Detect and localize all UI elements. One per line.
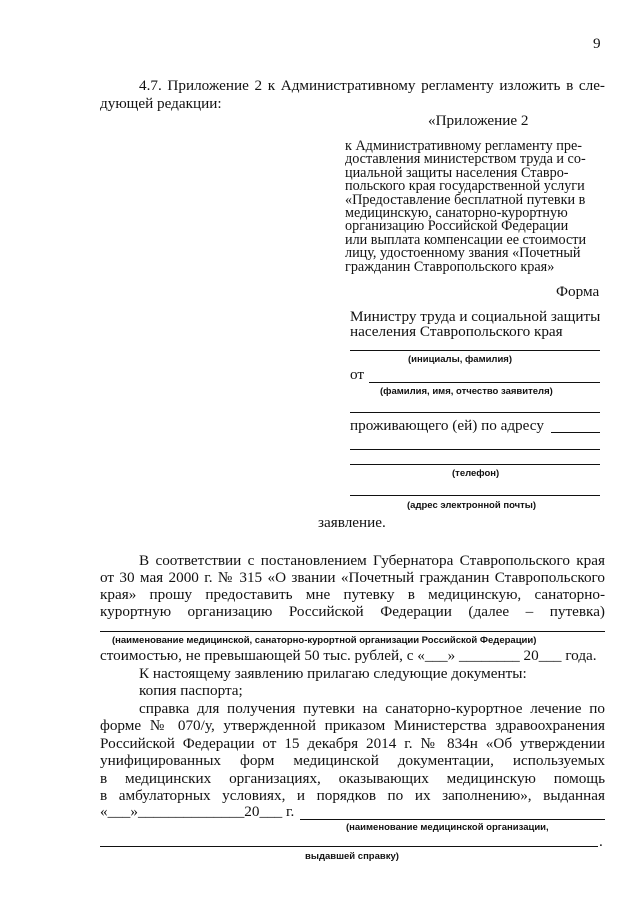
phone-caption: (телефон) <box>452 468 500 479</box>
email-field-line[interactable] <box>350 495 600 496</box>
initials-caption: (инициалы, фамилия) <box>408 354 513 365</box>
address-field-line-2[interactable] <box>350 449 600 450</box>
appendix-line: доставления министерством труда и со- <box>345 151 586 168</box>
body-p1-line: В соответствии с постановлением Губернатора Ставропольского края <box>139 552 605 569</box>
appendix-title: «Приложение 2 <box>428 112 529 129</box>
appendix-line: циальной защиты населения Ставро- <box>345 164 569 181</box>
attach-line: К настоящему заявлению прилагаю следующие документы: <box>139 665 527 682</box>
appendix-reference <box>345 140 600 274</box>
statement-title: заявление. <box>318 514 386 531</box>
issue-date: «___»______________20___ г. <box>100 803 295 820</box>
page-number: 9 <box>593 35 601 52</box>
appendix-line: или выплата компенсации ее стоимости <box>345 231 587 248</box>
org-caption: (наименование медицинской, санаторно-курортной организации Российской Федерации) <box>112 635 537 646</box>
intro-line-2: дующей редакции: <box>100 95 222 112</box>
address-field-line-1[interactable] <box>551 432 600 433</box>
med-org-field-line[interactable] <box>300 819 605 820</box>
appendix-line: медицинскую, санаторно-курортную <box>345 205 568 222</box>
body-p1-line: курортную организацию Российской Федерации (далее – путевка) <box>100 603 605 620</box>
form-label: Форма <box>556 283 600 300</box>
cost-line: стоимостью, не превышающей 50 тыс. рублей, с «___» ________ 20___ года. <box>100 647 597 664</box>
trailing-dot: . <box>599 833 603 850</box>
body-p2-line: унифицированных форм медицинской документации, используемых <box>100 752 605 769</box>
email-caption: (адрес электронной почты) <box>407 500 537 511</box>
appendix-line: польского края государственной услуги <box>345 178 585 195</box>
body-p2-line: в амбулаторных условиях, и порядков по их заполнению», выданная <box>100 787 605 804</box>
addressee-line-1: Министру труда и социальной защиты <box>350 308 601 325</box>
body-p2-line: форме № 070/у, утвержденной приказом Министерства здравоохранения <box>100 717 605 734</box>
residence-label: проживающего (ей) по адресу <box>350 417 544 434</box>
appendix-line: организацию Российской Федерации <box>345 218 569 235</box>
initials-field-line[interactable] <box>350 350 600 351</box>
appendix-line: гражданин Ставропольского края» <box>345 258 555 275</box>
body-p1-line: от 30 мая 2000 г. № 315 «О звании «Почетный гражданин Ставропольского <box>100 569 605 586</box>
body-p2-line: справка для получения путевки на санаторно-курортное лечение по <box>139 700 605 717</box>
applicant-extra-line[interactable] <box>350 412 600 413</box>
body-p2-line: в медицинских организациях, оказывающих медицинскую помощь <box>100 770 605 787</box>
intro-line-1: 4.7. Приложение 2 к Административному регламенту изложить в сле- <box>139 77 605 94</box>
body-p1-line: края» прошу предоставить мне путевку в медицинскую, санаторно- <box>100 586 605 603</box>
from-label: от <box>350 366 365 383</box>
phone-field-line[interactable] <box>350 464 600 465</box>
issued-caption: выдавшей справку) <box>305 851 399 862</box>
applicant-caption: (фамилия, имя, отчество заявителя) <box>380 386 553 397</box>
passport-line: копия паспорта; <box>139 682 243 699</box>
med-org-field-line-2[interactable] <box>100 846 598 847</box>
applicant-field-line[interactable] <box>369 382 600 383</box>
body-p2-line: Российской Федерации от 15 декабря 2014 г. № 834н «Об утверждении <box>100 735 605 752</box>
addressee-line-2: населения Ставропольского края <box>350 323 563 340</box>
appendix-line: «Предоставление бесплатной путевки в <box>345 191 586 208</box>
med-org-caption: (наименование медицинской организации, <box>346 822 549 833</box>
appendix-line: лицу, удостоенному звания «Почетный <box>345 245 581 262</box>
appendix-line: к Административному регламенту пре- <box>345 138 582 154</box>
org-field-line[interactable] <box>100 631 605 632</box>
